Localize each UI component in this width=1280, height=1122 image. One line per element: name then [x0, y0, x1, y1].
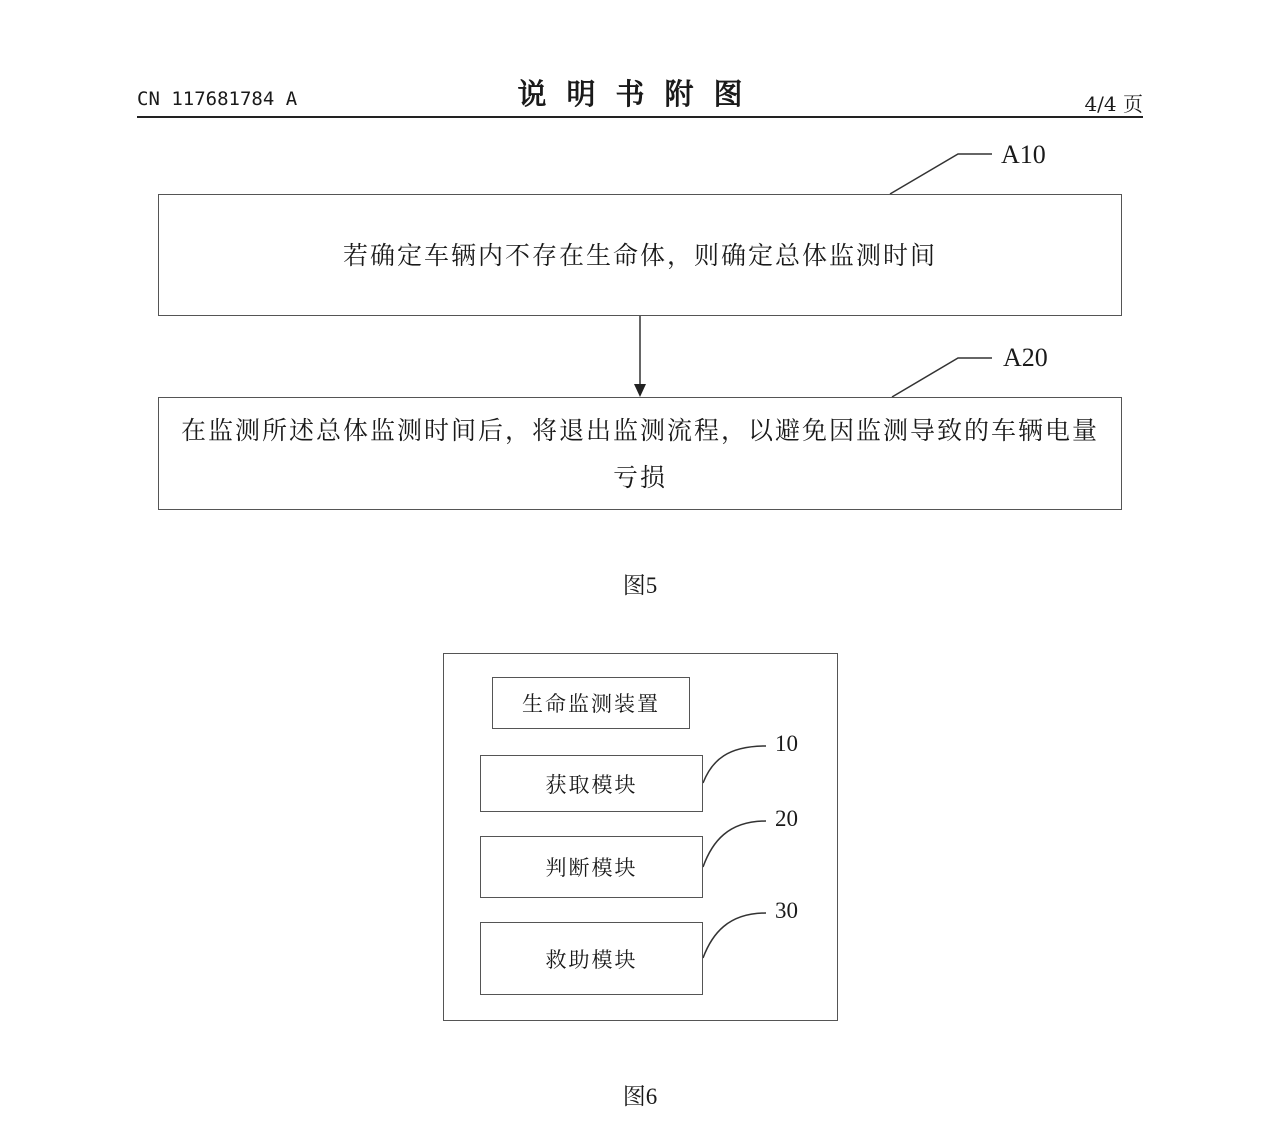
leader-line-a10 [890, 154, 992, 194]
module-name-acquire: 获取模块 [545, 772, 638, 797]
ref-number-30: 30 [775, 898, 798, 923]
flow-step-a10-text: 若确定车辆内不存在生命体，则确定总体监测时间 [342, 240, 937, 270]
module-box-rescue [480, 922, 703, 995]
ref-number-20: 20 [775, 806, 798, 831]
device-title-text: 生命监测装置 [522, 692, 660, 716]
flow-step-a20-text: 在监测所述总体监测时间后，将退出监测流程，以避免因监测导致的车辆电量亏损 [181, 415, 1100, 492]
flow-step-a20 [158, 397, 1122, 510]
step-label-a20: A20 [1003, 343, 1048, 372]
figure-6-caption: 图6 [622, 1084, 658, 1109]
document-section-title: 说明书附图 [517, 77, 763, 111]
module-name-judge: 判断模块 [545, 856, 638, 880]
ref-number-10: 10 [775, 731, 798, 756]
publication-number: CN 117681784 A [137, 88, 298, 110]
page-number: 4/4 页 [1084, 92, 1143, 116]
figure-5-caption: 图5 [622, 573, 658, 598]
device-title [492, 677, 690, 729]
module-box-acquire [480, 755, 703, 812]
step-label-a10: A10 [1001, 140, 1046, 169]
module-box-judge [480, 836, 703, 898]
flow-step-a10 [158, 194, 1122, 316]
flow-arrow-head [634, 384, 646, 397]
module-name-rescue: 救助模块 [545, 947, 638, 972]
leader-line-a20 [892, 358, 992, 397]
